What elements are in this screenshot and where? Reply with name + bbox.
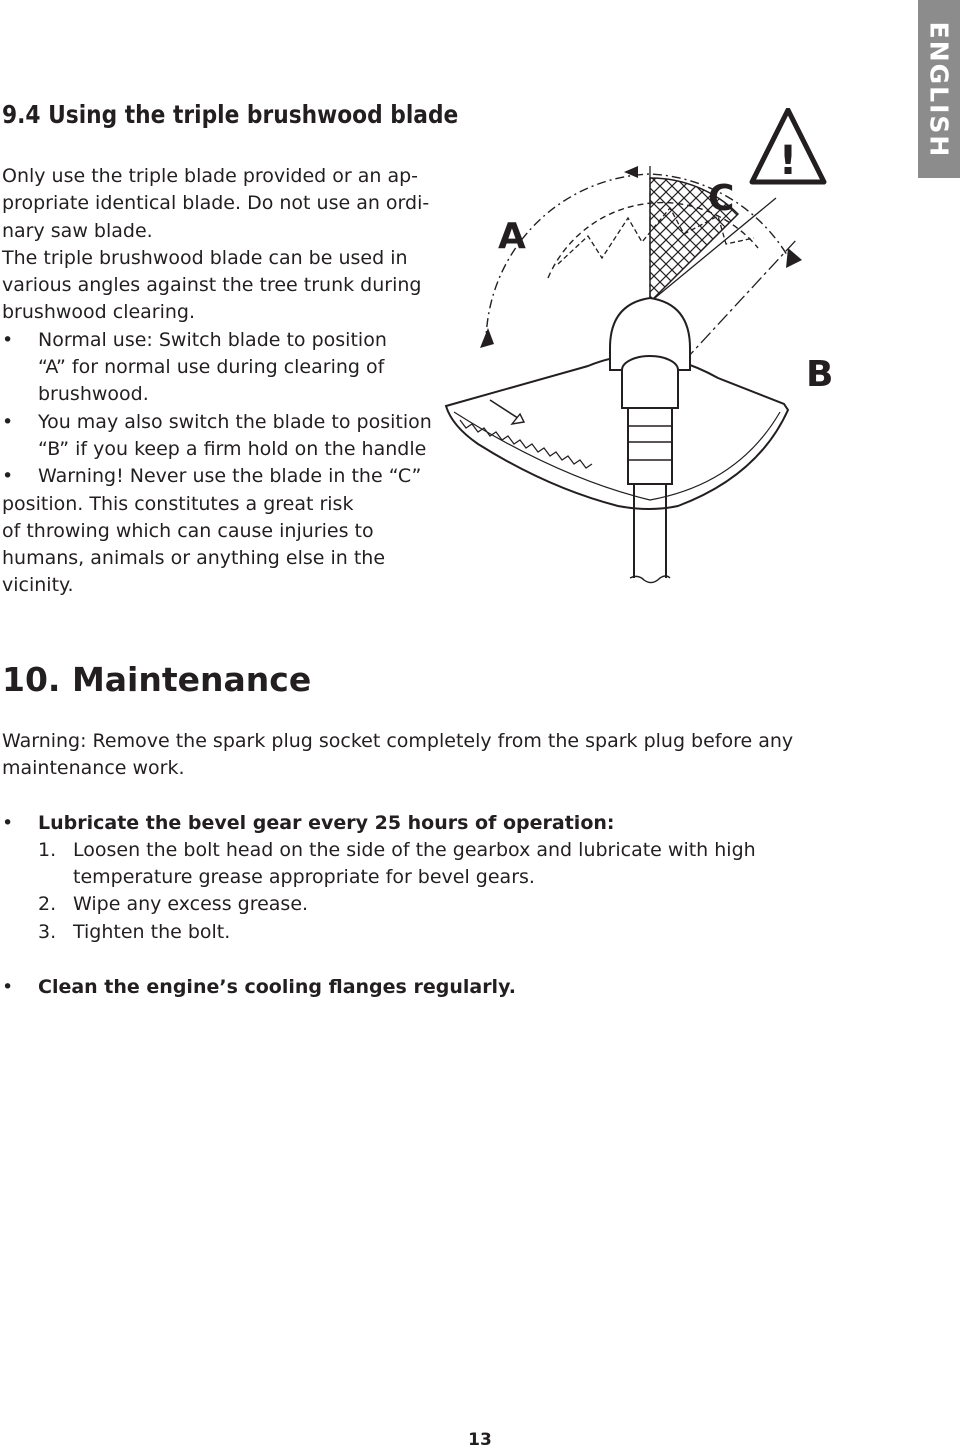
intro-line: nary saw blade. — [2, 219, 153, 242]
bullet-line: brushwood. — [38, 383, 149, 406]
bullet-line: “A” for normal use during clearing of — [38, 356, 385, 379]
step-3 — [2, 919, 852, 946]
shaft-collar — [628, 408, 672, 484]
warning-continuation: position. This constitutes a great risk — [2, 492, 354, 515]
position-bullets — [2, 327, 442, 491]
bullet-line: “B” if you keep a firm hold on the handle — [38, 437, 427, 460]
section-title-9-4: 9.4 Using the triple brushwood blade — [2, 100, 459, 129]
maintenance-section — [2, 728, 852, 1001]
arrow-head-right — [786, 248, 802, 268]
step-2 — [2, 891, 852, 918]
lubrication-steps — [2, 837, 852, 946]
label-c: C — [708, 178, 735, 219]
intro-line: propriate identical blade. Do not use an ordi- — [2, 192, 430, 215]
bullet-lubricate: • Lubricate the bevel gear every 25 hours of operation: — [2, 810, 852, 837]
warning-continuation: humans, animals or anything else in the — [2, 547, 386, 570]
bullet-line: • You may also switch the blade to position — [38, 410, 432, 433]
bullet-clean-flanges: • Clean the engine’s cooling flanges regularly. — [2, 974, 852, 1001]
blade-guard — [446, 355, 788, 509]
warning-mark: ! — [778, 138, 798, 184]
label-b: B — [806, 354, 834, 395]
arrow-head-left — [480, 328, 494, 348]
gearbox-neck — [622, 370, 678, 408]
step-line: temperature grease appropriate for bevel gears. — [73, 866, 535, 889]
section-title-10: 10. Maintenance — [2, 660, 312, 699]
arrow-head-top — [624, 166, 638, 178]
warning-continuation: of throwing which can cause injuries to — [2, 519, 374, 542]
language-tab — [918, 0, 960, 178]
bullet-position-b — [2, 409, 442, 464]
intro-line: brushwood clearing. — [2, 301, 196, 324]
blade-position-figure — [438, 108, 858, 588]
warning-continuation: vicinity. — [2, 574, 74, 597]
bullet-position-a — [2, 327, 442, 409]
page-number: 13 — [468, 1430, 492, 1450]
intro-line: Only use the triple blade provided or an ap- — [2, 165, 419, 187]
warning-line: Warning: Remove the spark plug socket completely from the spark plug before any — [2, 730, 794, 752]
step-number: 1. — [38, 838, 57, 861]
step-1 — [2, 837, 852, 892]
bullet-line: • Normal use: Switch blade to position — [38, 328, 387, 351]
step-line: Wipe any excess grease. — [73, 893, 309, 916]
bullet-line: • Warning! Never use the blade in the “C” — [38, 465, 422, 488]
label-a: A — [498, 216, 526, 257]
step-number: 2. — [38, 893, 57, 916]
intro-line: The triple brushwood blade can be used in — [2, 246, 408, 269]
intro-line: various angles against the tree trunk during — [2, 274, 422, 297]
step-line: Loosen the bolt head on the side of the gearbox and lubricate with high — [73, 838, 756, 861]
step-line: Tighten the bolt. — [73, 920, 231, 943]
section-9-4-text — [2, 163, 442, 600]
warning-line: maintenance work. — [2, 757, 185, 780]
language-tab-label: ENGLISH — [924, 21, 954, 159]
step-number: 3. — [38, 920, 57, 943]
bullet-warning-c — [2, 463, 442, 490]
warning-triangle-icon — [752, 110, 824, 184]
